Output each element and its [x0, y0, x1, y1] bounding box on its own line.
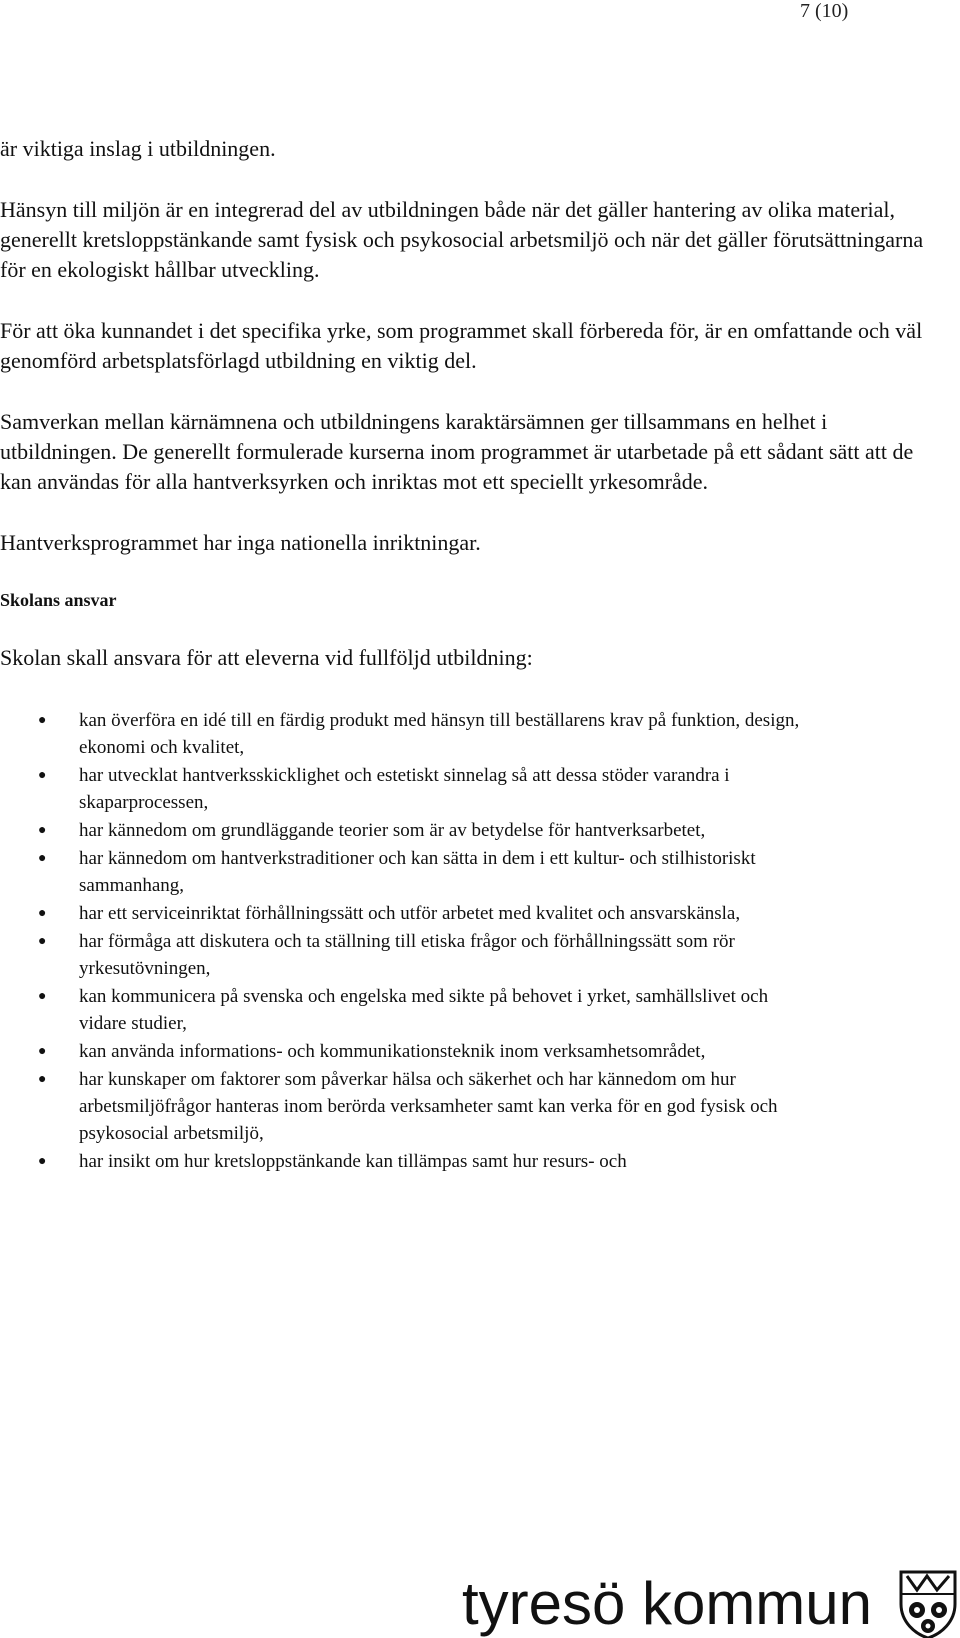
- list-item-text: kan använda informations- och kommunikationsteknik inom verksamhetsområdet,: [79, 1041, 706, 1062]
- list-item: [0, 845, 819, 899]
- list-item: [0, 1148, 819, 1175]
- paragraph-cooperation: Samverkan mellan kärnämnena och utbildningens karaktärsämnen ger tillsammans en helhet i utbildningen. De generellt formulerade kurserna inom programmet är utarbetade på ett sådant sätt att de kan användas för alla hantverksyrken och inriktas mot ett speciellt yrkesområde.: [0, 409, 914, 494]
- bullet-icon: ●: [38, 1154, 47, 1169]
- page-number: 7 (10): [800, 0, 849, 22]
- logo-wordmark: tyresö kommun: [462, 1570, 872, 1637]
- list-item-text: har utvecklat hantverksskicklighet och estetiskt sinnelag så att dessa stöder varandra i skaparprocessen,: [79, 765, 730, 813]
- list-item-text: kan överföra en idé till en färdig produkt med hänsyn till beställarens krav på funktion, design, ekonomi och kvalitet,: [79, 710, 800, 758]
- list-item: [0, 762, 819, 816]
- document-body: [0, 134, 930, 1176]
- list-item: [0, 707, 819, 761]
- list-item-text: har kunskaper om faktorer som påverkar hälsa och säkerhet och har kännedom om hur arbetsmiljöfrågor hanteras inom berörda verksamheter samt kan verka för en god fysisk och psykosocial arbetsmiljö,: [79, 1069, 778, 1144]
- bullet-icon: ●: [38, 934, 47, 949]
- list-item-text: har insikt om hur kretsloppstänkande kan tillämpas samt hur resurs- och: [79, 1151, 627, 1172]
- paragraph-environment: Hänsyn till miljön är en integrerad del av utbildningen både när det gäller hantering av olika material, generellt kretsloppstänkande samt fysisk och psykosocial arbetsmiljö och när det gäller förutsättningarna för en ekologiskt hållbar utveckling.: [0, 197, 924, 282]
- coat-of-arms-icon: [901, 1572, 955, 1638]
- bullet-icon: ●: [38, 1072, 47, 1087]
- section-lead: Skolan skall ansvara för att eleverna vid fullföljd utbildning:: [0, 645, 533, 670]
- bullet-icon: ●: [38, 713, 47, 728]
- bullet-icon: ●: [38, 1044, 47, 1059]
- list-item: [0, 1038, 819, 1065]
- section-heading: Skolans ansvar: [0, 590, 117, 610]
- list-item-text: har kännedom om grundläggande teorier som är av betydelse för hantverksarbetet,: [79, 820, 706, 841]
- bullet-icon: ●: [38, 906, 47, 921]
- list-item: [0, 1066, 819, 1147]
- list-item: [0, 928, 819, 982]
- bullet-icon: ●: [38, 823, 47, 838]
- paragraph-intro: är viktiga inslag i utbildningen.: [0, 136, 276, 161]
- tyreso-kommun-logo: [462, 1566, 960, 1638]
- list-item: [0, 900, 819, 927]
- goals-list: [0, 707, 930, 1175]
- paragraph-no-orientations: Hantverksprogrammet har inga nationella inriktningar.: [0, 530, 481, 555]
- bullet-icon: ●: [38, 768, 47, 783]
- bullet-icon: ●: [38, 851, 47, 866]
- bullet-icon: ●: [38, 989, 47, 1004]
- list-item-text: har kännedom om hantverkstraditioner och kan sätta in dem i ett kultur- och stilhistoriskt sammanhang,: [79, 848, 756, 896]
- list-item-text: har förmåga att diskutera och ta ställning till etiska frågor och förhållningssätt som rör yrkesutövningen,: [79, 931, 735, 979]
- list-item-text: har ett serviceinriktat förhållningssätt och utför arbetet med kvalitet och ansvarskänsla,: [79, 903, 741, 924]
- paragraph-workplace-training: För att öka kunnandet i det specifika yrke, som programmet skall förbereda för, är en omfattande och väl genomförd arbetsplatsförlagd utbildning en viktig del.: [0, 318, 923, 373]
- list-item: [0, 817, 819, 844]
- list-item-text: kan kommunicera på svenska och engelska med sikte på behovet i yrket, samhällslivet och vidare studier,: [79, 986, 769, 1034]
- list-item: [0, 983, 819, 1037]
